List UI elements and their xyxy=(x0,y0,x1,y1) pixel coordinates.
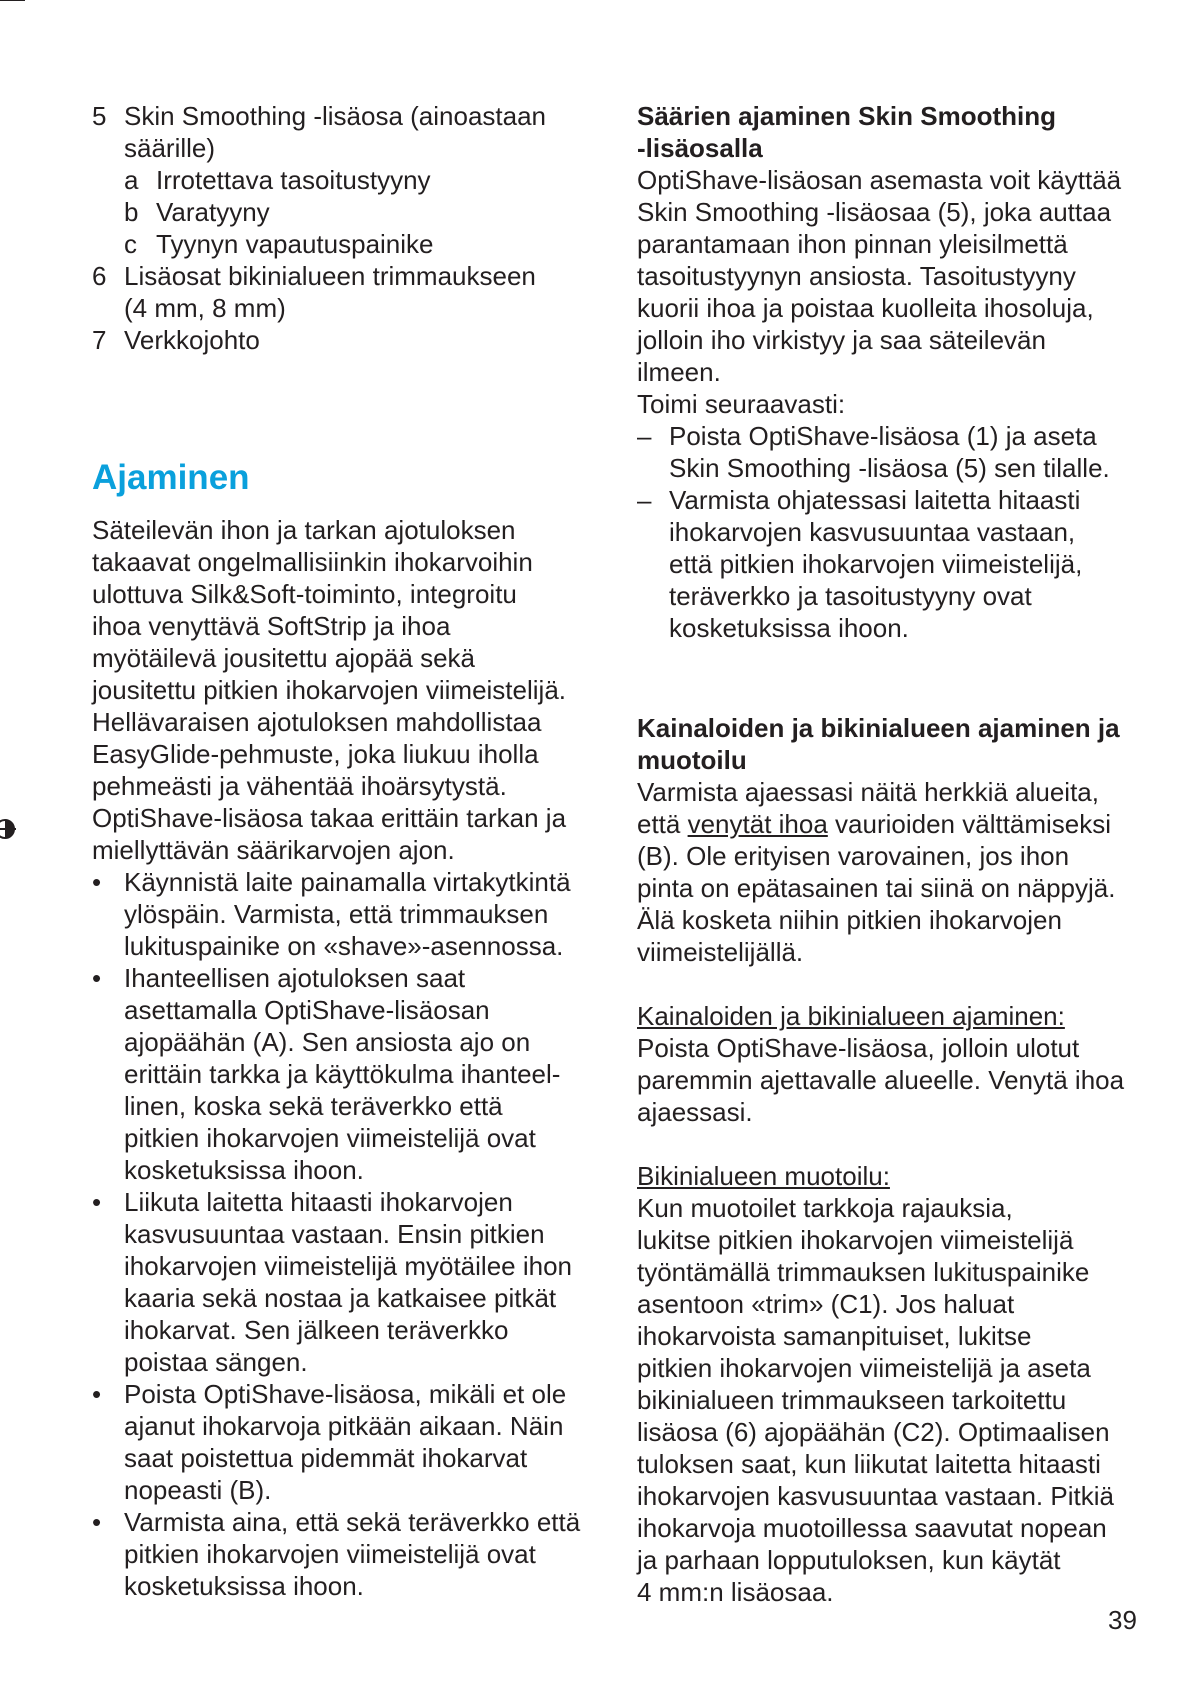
item-text: Skin Smoothing -lisäosa (ainoastaan xyxy=(124,101,547,131)
text-line: kasvusuuntaa vastaan. Ensin pitkien xyxy=(124,1219,545,1249)
item-letter: b xyxy=(124,197,139,227)
heading-line: Kainaloiden ja bikinialueen ajaminen ja xyxy=(637,713,1120,743)
text-line: Toimi seuraavasti: xyxy=(637,389,846,419)
underlined-text: venytät ihoa xyxy=(687,809,828,839)
text-line: 4 mm:n lisäosaa. xyxy=(637,1577,834,1607)
item-text: Lisäosat bikinialueen trimmaukseen xyxy=(124,261,536,291)
text-line: lukitse pitkien ihokarvojen viimeistelijä xyxy=(637,1225,1074,1255)
text-line: pehmeästi ja vähentää ihoärsytystä. xyxy=(92,771,507,801)
text-line: ihokarvoista samanpituiset, lukitse xyxy=(637,1321,1032,1351)
bullet-item xyxy=(92,866,632,962)
text-line: jousitettu pitkien ihokarvojen viimeistelijä. xyxy=(92,675,567,705)
item-text: Verkkojohto xyxy=(124,325,260,355)
text-line: takaavat ongelmallisiinkin ihokarvoihin xyxy=(92,547,533,577)
text-line: poistaa sängen. xyxy=(124,1347,308,1377)
item-number: 5 xyxy=(92,101,107,131)
right-column xyxy=(637,100,1157,1608)
legs-steps xyxy=(637,420,1157,644)
text-line: pitkien ihokarvojen viimeistelijä ja aseta xyxy=(637,1353,1091,1383)
text-segment: että xyxy=(637,809,688,839)
parts-list xyxy=(92,100,612,356)
text-line: Poista OptiShave-lisäosa (1) ja aseta xyxy=(669,421,1097,451)
text-line: tuloksen saat, kun liikutat laitetta hitaasti xyxy=(637,1449,1101,1479)
text-line: ilmeen. xyxy=(637,357,721,387)
text-line: kosketuksissa ihoon. xyxy=(124,1155,364,1185)
text-line: kaaria sekä nostaa ja katkaisee pitkät xyxy=(124,1283,557,1313)
text-line: että pitkien ihokarvojen viimeistelijä, xyxy=(669,549,1083,579)
text-line: ihokarvoja muotoillessa saavutat nopean xyxy=(637,1513,1107,1543)
text-line: asentoon «trim» (C1). Jos haluat xyxy=(637,1289,1015,1319)
text-line: Poista OptiShave-lisäosa, jolloin ulotut xyxy=(637,1033,1080,1063)
text-line: ihokarvojen viimeistelijä myötäilee ihon xyxy=(124,1251,572,1281)
text-line: (B). Ole erityisen varovainen, jos ihon xyxy=(637,841,1070,871)
underarm-paragraph xyxy=(637,776,1157,968)
list-subitem xyxy=(124,228,612,260)
intro-paragraph xyxy=(92,514,632,866)
text-line: EasyGlide-pehmuste, joka liukuu iholla xyxy=(92,739,539,769)
text-line xyxy=(637,808,1157,840)
item-text: säärille) xyxy=(124,133,216,163)
item-text: Tyynyn vapautuspainike xyxy=(156,229,434,259)
crop-mark xyxy=(0,0,25,1)
page-number: 39 xyxy=(1108,1605,1137,1635)
bullet-item xyxy=(92,1186,632,1378)
text-line: Varmista ohjatessasi laitetta hitaasti xyxy=(669,485,1081,515)
text-line: nopeasti (B). xyxy=(124,1475,272,1505)
section-title: Ajaminen xyxy=(92,458,250,497)
heading-line: Säärien ajaminen Skin Smoothing xyxy=(637,101,1056,131)
bullet-item xyxy=(92,1378,632,1506)
text-line: pitkien ihokarvojen viimeistelijä ovat xyxy=(124,1539,536,1569)
subsection-title: Bikinialueen muotoilu: xyxy=(637,1161,890,1191)
text-line: paremmin ajettavalle alueelle. Venytä ihoa xyxy=(637,1065,1125,1095)
text-line: Älä kosketa niihin pitkien ihokarvojen xyxy=(637,905,1062,935)
text-line: Liikuta laitetta hitaasti ihokarvojen xyxy=(124,1187,513,1217)
text-line: saat poistettua pidemmät ihokarvat xyxy=(124,1443,528,1473)
text-line: Ihanteellisen ajotuloksen saat xyxy=(124,963,466,993)
text-line: viimeistelijällä. xyxy=(637,937,804,967)
text-line: kosketuksissa ihoon. xyxy=(669,613,909,643)
item-text: Irrotettava tasoitustyyny xyxy=(156,165,431,195)
text-line: ihokarvojen kasvusuuntaa vastaan. Pitkiä xyxy=(637,1481,1114,1511)
text-line: bikinialueen trimmaukseen tarkoitettu xyxy=(637,1385,1067,1415)
text-line: Varmista ajaessasi näitä herkkiä alueita, xyxy=(637,777,1099,807)
subsection-title: Kainaloiden ja bikinialueen ajaminen: xyxy=(637,1001,1065,1031)
bullet-icon: • xyxy=(92,1379,102,1409)
text-line: Käynnistä laite painamalla virtakytkintä xyxy=(124,867,571,897)
text-line: asettamalla OptiShave-lisäosan xyxy=(124,995,490,1025)
text-line: ajaessasi. xyxy=(637,1097,753,1127)
text-line: Skin Smoothing -lisäosa (5) sen tilalle. xyxy=(669,453,1110,483)
list-subitem xyxy=(124,164,612,196)
text-line: ajanut ihokarvoja pitkään aikaan. Näin xyxy=(124,1411,564,1441)
bullet-icon: • xyxy=(92,1187,102,1217)
text-line: lisäosa (6) ajopäähän (C2). Optimaalisen xyxy=(637,1417,1110,1447)
item-letter: a xyxy=(124,165,139,195)
text-line: työntämällä trimmauksen lukituspainike xyxy=(637,1257,1090,1287)
underarm-shaving-subsection xyxy=(637,1000,1157,1128)
text-line: OptiShave-lisäosa takaa erittäin tarkan ja xyxy=(92,803,567,833)
text-line: Kun muotoilet tarkkoja rajauksia, xyxy=(637,1193,1013,1223)
text-line: Hellävaraisen ajotuloksen mahdollistaa xyxy=(92,707,542,737)
text-line: Skin Smoothing -lisäosaa (5), joka auttaa xyxy=(637,197,1112,227)
item-number: 7 xyxy=(92,325,107,355)
text-line: ulottuva Silk&Soft-toiminto, integroitu xyxy=(92,579,517,609)
text-line: Poista OptiShave-lisäosa, mikäli et ole xyxy=(124,1379,567,1409)
text-line: Varmista aina, että sekä teräverkko että xyxy=(124,1507,581,1537)
heading-line: -lisäosalla xyxy=(637,133,763,163)
text-line: linen, koska sekä teräverkko että xyxy=(124,1091,503,1121)
text-line: Säteilevän ihon ja tarkan ajotuloksen xyxy=(92,515,516,545)
legs-paragraph xyxy=(637,164,1157,420)
text-line: parantamaan ihon pinnan yleisilmettä xyxy=(637,229,1068,259)
heading-line: muotoilu xyxy=(637,745,747,775)
text-segment: vaurioiden välttämiseksi xyxy=(827,809,1112,839)
list-item xyxy=(92,260,612,324)
text-line: lukituspainike on «shave»-asennossa. xyxy=(124,931,564,961)
text-line: ylöspäin. Varmista, että trimmauksen xyxy=(124,899,549,929)
dash-icon: – xyxy=(637,485,652,515)
dash-item xyxy=(637,420,1157,484)
instruction-bullets xyxy=(92,866,632,1602)
item-letter: c xyxy=(124,229,137,259)
text-line: ja parhaan lopputuloksen, kun käytät xyxy=(637,1545,1061,1575)
text-line: ihoa venyttävä SoftStrip ja ihoa xyxy=(92,611,451,641)
legs-heading xyxy=(637,100,1157,164)
bullet-icon: • xyxy=(92,867,102,897)
item-text: Varatyyny xyxy=(156,197,270,227)
registration-mark-icon xyxy=(0,818,16,840)
list-item xyxy=(92,100,612,164)
bullet-item xyxy=(92,1506,632,1602)
dash-item xyxy=(637,484,1157,644)
underarm-heading xyxy=(637,712,1157,776)
list-subitem xyxy=(124,196,612,228)
text-line: pitkien ihokarvojen viimeistelijä ovat xyxy=(124,1123,536,1153)
bullet-icon: • xyxy=(92,963,102,993)
item-text: (4 mm, 8 mm) xyxy=(124,293,286,323)
text-line: teräverkko ja tasoitustyyny ovat xyxy=(669,581,1032,611)
bullet-icon: • xyxy=(92,1507,102,1537)
text-line: kuorii ihoa ja poistaa kuolleita ihosoluja, xyxy=(637,293,1094,323)
bullet-item xyxy=(92,962,632,1186)
text-line: ihokarvojen kasvusuuntaa vastaan, xyxy=(669,517,1076,547)
item-number: 6 xyxy=(92,261,107,291)
text-line: tasoitustyynyn ansiosta. Tasoitustyyny xyxy=(637,261,1076,291)
bikini-trim-subsection xyxy=(637,1160,1157,1608)
text-line: ihokarvat. Sen jälkeen teräverkko xyxy=(124,1315,509,1345)
text-line: ajopäähän (A). Sen ansiosta ajo on xyxy=(124,1027,531,1057)
text-line: jolloin iho virkistyy ja saa säteilevän xyxy=(637,325,1046,355)
text-line: myötäilevä jousitettu ajopää sekä xyxy=(92,643,476,673)
dash-icon: – xyxy=(637,421,652,451)
text-line: erittäin tarkka ja käyttökulma ihanteel- xyxy=(124,1059,561,1089)
text-line: pinta on epätasainen tai siinä on näppyjä. xyxy=(637,873,1116,903)
text-line: kosketuksissa ihoon. xyxy=(124,1571,364,1601)
list-item xyxy=(92,324,612,356)
shaving-section-body xyxy=(92,514,632,1602)
text-line: miellyttävän säärikarvojen ajon. xyxy=(92,835,455,865)
text-line: OptiShave-lisäosan asemasta voit käyttää xyxy=(637,165,1122,195)
